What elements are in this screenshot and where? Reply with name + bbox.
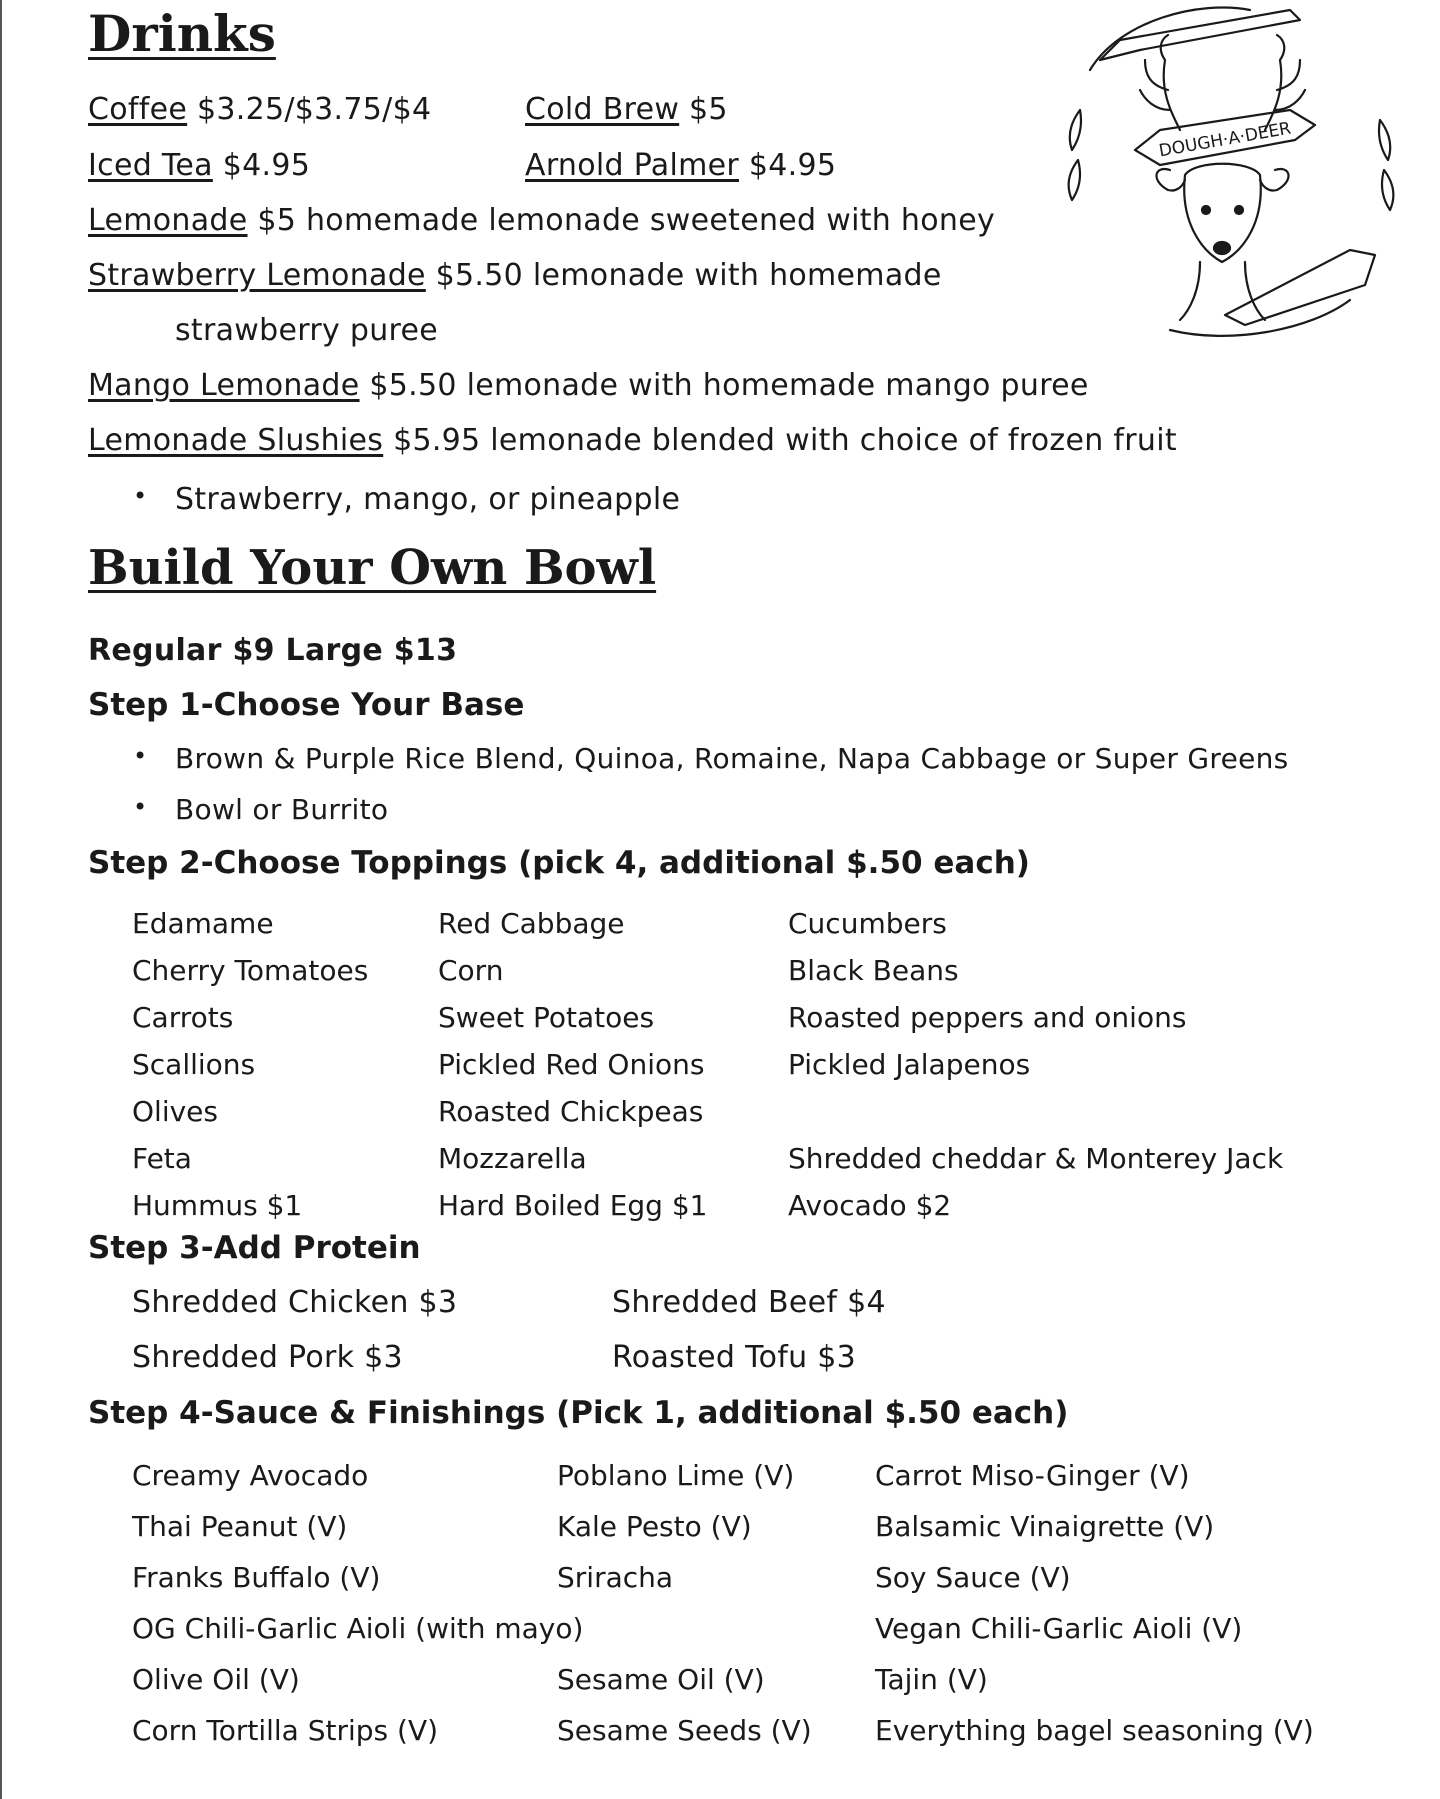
sauce-item: Corn Tortilla Strips (V) [132, 1714, 439, 1747]
protein-item: Roasted Tofu $3 [612, 1340, 857, 1375]
topping-item: Corn [438, 954, 504, 987]
drink-name: Lemonade [88, 203, 248, 238]
sauce-item: Franks Buffalo (V) [132, 1561, 381, 1594]
step4-title: Step 4-Sauce & Finishings (Pick 1, additional $.50 each) [88, 1395, 1069, 1431]
drink-lemonade [88, 203, 995, 238]
topping-item: Scallions [132, 1048, 256, 1081]
wreath-branch-icon [1090, 8, 1250, 71]
wreath-leaves-icon [1379, 120, 1393, 210]
protein-item: Shredded Pork $3 [132, 1340, 403, 1375]
bowl-title: Build Your Own Bowl [88, 540, 657, 596]
topping-item: Edamame [132, 907, 274, 940]
toppings-col-1 [132, 900, 368, 1229]
drink-name: Lemonade Slushies [88, 423, 384, 458]
drink-cold-brew [525, 92, 728, 127]
drink-desc: $5.95 lemonade blended with choice of frozen fruit [393, 423, 1177, 458]
drink-arnold-palmer [525, 148, 836, 183]
topping-item: Hard Boiled Egg $1 [438, 1189, 708, 1222]
sauce-item: Everything bagel seasoning (V) [875, 1714, 1314, 1747]
topping-item [788, 1088, 1283, 1135]
sauce-item: OG Chili-Garlic Aioli (with mayo) [132, 1612, 584, 1645]
step1-item: • Brown & Purple Rice Blend, Quinoa, Romaine, Napa Cabbage or Super Greens [175, 742, 1289, 775]
deer-logo [1050, 0, 1395, 345]
drink-desc: $5 homemade lemonade sweetened with honey [257, 203, 996, 238]
step2-title: Step 2-Choose Toppings (pick 4, additional $.50 each) [88, 845, 1030, 881]
drink-iced-tea [88, 148, 310, 183]
sauce-item: Poblano Lime (V) [557, 1459, 795, 1492]
drink-price: $4.95 [748, 148, 837, 183]
topping-item: Cherry Tomatoes [132, 954, 369, 987]
sauce-item: Sesame Seeds (V) [557, 1714, 812, 1747]
wreath-leaves-icon [1069, 110, 1081, 200]
sauce-col-3 [875, 1450, 1314, 1756]
topping-item: Avocado $2 [788, 1189, 952, 1222]
topping-item: Roasted Chickpeas [438, 1095, 704, 1128]
sauce-item: Sriracha [557, 1561, 674, 1594]
drink-price: $5 [689, 92, 728, 127]
drink-name: Iced Tea [88, 148, 213, 183]
topping-item: Olives [132, 1095, 218, 1128]
sauce-item: Carrot Miso-Ginger (V) [875, 1459, 1190, 1492]
topping-item: Pickled Red Onions [438, 1048, 705, 1081]
topping-item: Roasted peppers and onions [788, 1001, 1187, 1034]
sauce-item: Vegan Chili-Garlic Aioli (V) [875, 1612, 1243, 1645]
sauce-item: Balsamic Vinaigrette (V) [875, 1510, 1215, 1543]
drink-name: Cold Brew [525, 92, 680, 127]
topping-item: Hummus $1 [132, 1189, 303, 1222]
drink-price: $4.95 [222, 148, 311, 183]
drink-name: Arnold Palmer [525, 148, 739, 183]
protein-item: Shredded Chicken $3 [132, 1285, 458, 1320]
logo-text: DOUGH·A·DEER [1157, 118, 1293, 162]
slushie-options: • Strawberry, mango, or pineapple [175, 482, 680, 517]
drink-desc: $5.50 lemonade with homemade mango puree [369, 368, 1089, 403]
topping-item: Mozzarella [438, 1142, 587, 1175]
bowl-sizes: Regular $9 Large $13 [88, 633, 458, 668]
drink-price: $3.25/$3.75/$4 [196, 92, 432, 127]
sauce-col-1 [132, 1450, 583, 1756]
topping-item: Red Cabbage [438, 907, 625, 940]
drink-name: Mango Lemonade [88, 368, 360, 403]
drink-strawberry-lemonade-cont: strawberry puree [175, 313, 439, 348]
toppings-col-3 [788, 900, 1283, 1229]
topping-item: Feta [132, 1142, 192, 1175]
drink-mango-lemonade [88, 368, 1089, 403]
drink-desc: $5.50 lemonade with homemade [435, 258, 942, 293]
drinks-title: Drinks [88, 4, 276, 63]
sauce-item: Soy Sauce (V) [875, 1561, 1071, 1594]
drink-strawberry-lemonade [88, 258, 942, 293]
topping-item: Sweet Potatoes [438, 1001, 655, 1034]
sauce-item: Sesame Oil (V) [557, 1663, 765, 1696]
sauce-col-2 [557, 1450, 812, 1756]
drink-name: Strawberry Lemonade [88, 258, 426, 293]
sauce-item: Olive Oil (V) [132, 1663, 300, 1696]
drink-slushies [88, 423, 1177, 458]
topping-item: Black Beans [788, 954, 959, 987]
topping-item: Pickled Jalapenos [788, 1048, 1031, 1081]
sauce-item: Creamy Avocado [132, 1459, 369, 1492]
page-border [0, 0, 2, 1799]
drink-coffee [88, 92, 431, 127]
sauce-item: Thai Peanut (V) [132, 1510, 348, 1543]
topping-item: Carrots [132, 1001, 234, 1034]
step3-title: Step 3-Add Protein [88, 1230, 421, 1266]
toppings-col-2 [438, 900, 707, 1229]
topping-item: Shredded cheddar & Monterey Jack [788, 1142, 1284, 1175]
step1-item: • Bowl or Burrito [175, 793, 388, 826]
step1-title: Step 1-Choose Your Base [88, 687, 525, 723]
wreath-branch-icon [1170, 300, 1350, 336]
drink-name: Coffee [88, 92, 188, 127]
sauce-item: Kale Pesto (V) [557, 1510, 752, 1543]
sauce-item [557, 1603, 812, 1654]
protein-item: Shredded Beef $4 [612, 1285, 886, 1320]
topping-item: Cucumbers [788, 907, 947, 940]
sauce-item: Tajin (V) [875, 1663, 988, 1696]
